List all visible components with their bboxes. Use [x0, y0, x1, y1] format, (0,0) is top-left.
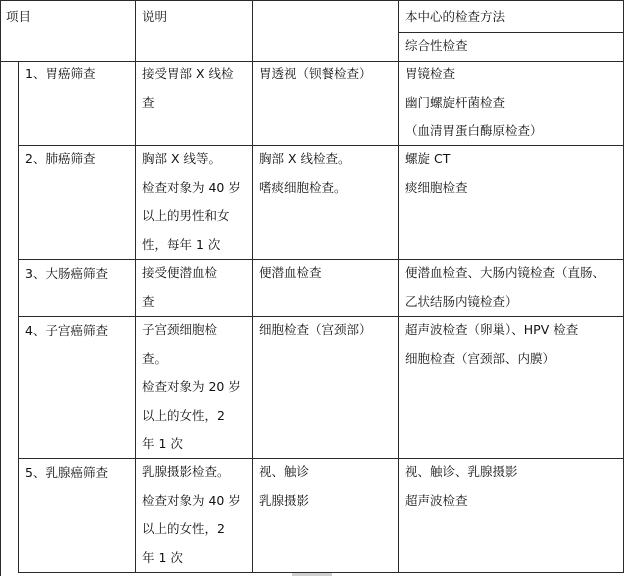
- row-1-method-line-1: 胃透视（钡餐检查）: [259, 66, 372, 81]
- row-5-desc-line-1: 乳腺摄影检查。: [142, 464, 230, 479]
- row-1-center-line-2: 幽门螺旋杆菌检查: [405, 94, 506, 110]
- row-5-method-line-2: 乳腺摄影: [259, 492, 310, 508]
- row-divider-4: [18, 458, 623, 459]
- row-3-desc-line-2: 查: [142, 293, 155, 309]
- col-divider-center: [398, 0, 399, 573]
- row-3-center-line-2: 乙状结肠内镜检查）: [405, 293, 518, 309]
- row-5-center-line-1: 视、触诊、乳腺摄影: [405, 464, 518, 479]
- row-3-item: 3、大肠癌筛查: [25, 266, 108, 281]
- row-5-desc-line-3: 以上的女性，2: [142, 521, 225, 536]
- row-4-method-line-1: 细胞检查（宫颈部）: [259, 322, 372, 337]
- row-1-center-line-3: （血清胃蛋白酶原检查）: [405, 123, 543, 138]
- row-4-desc-line-5: 年 1 次: [142, 436, 183, 451]
- row-2-item: 2、肺癌筛查: [25, 151, 96, 166]
- row-3-desc-line-1: 接受便潜血检: [142, 265, 218, 280]
- header-center-method: 本中心的检查方法: [405, 9, 506, 24]
- row-2-center-line-1: 螺旋 CT: [405, 151, 451, 166]
- row-4-description: [142, 316, 241, 459]
- row-1-item: 1、胃癌筛查: [25, 66, 96, 81]
- col-divider-method: [252, 0, 253, 573]
- row-2-desc-line-4: 性，每年 1 次: [142, 236, 221, 252]
- row-2-method-line-1: 胸部 X 线检查。: [259, 151, 351, 166]
- row-5-center: [405, 458, 518, 515]
- row-2-center-line-2: 痰细胞检查: [405, 179, 468, 195]
- row-5-desc-line-2: 检查对象为 40 岁: [142, 492, 241, 508]
- row-4-method: [259, 316, 372, 345]
- table-border-left: [0, 0, 1, 576]
- header-item: 项目: [6, 9, 32, 24]
- row-3-description: [142, 259, 217, 316]
- row-4-desc-line-4: 以上的女性，2: [142, 407, 225, 423]
- row-1-center: [405, 60, 543, 146]
- row-5-desc-line-4: 年 1 次: [142, 549, 183, 565]
- row-4-item: 4、子宫癌筛查: [25, 323, 108, 338]
- row-1-center-line-1: 胃镜检查: [405, 66, 456, 81]
- header-divider-method: [398, 32, 623, 33]
- row-4-center-line-2: 细胞检查（宫颈部、内膜）: [405, 350, 556, 366]
- row-3-method-line-1: 便潜血检查: [259, 265, 322, 280]
- row-5-method: [259, 458, 309, 515]
- row-2-method: [259, 145, 351, 202]
- row-2-method-line-2: 嗜痰细胞检查。: [259, 179, 347, 195]
- row-1-method: [259, 60, 372, 89]
- row-3-center: [405, 259, 605, 316]
- header-comprehensive-check: 综合性检查: [405, 38, 468, 53]
- col-divider-desc: [135, 0, 136, 573]
- row-1-desc-line-2: 查: [142, 94, 155, 110]
- row-4-desc-line-2: 查。: [142, 350, 168, 366]
- row-5-description: [142, 458, 241, 572]
- row-1-desc-line-1: 接受胃部 X 线检: [142, 66, 234, 81]
- row-5-method-line-1: 视、触诊: [259, 464, 310, 479]
- row-2-desc-line-1: 胸部 X 线等。: [142, 151, 222, 166]
- inner-left-border: [18, 61, 19, 573]
- row-4-desc-line-1: 子宫颈细胞检: [142, 322, 218, 337]
- header-description: 说明: [142, 9, 168, 24]
- row-4-desc-line-3: 检查对象为 20 岁: [142, 379, 241, 394]
- row-2-desc-line-2: 检查对象为 40 岁: [142, 179, 241, 195]
- table-border-top: [0, 0, 623, 1]
- row-4-center: [405, 316, 578, 373]
- row-5-item: 5、乳腺癌筛查: [25, 465, 108, 480]
- row-2-description: [142, 145, 241, 259]
- row-2-center: [405, 145, 468, 202]
- row-1-description: [142, 60, 234, 117]
- row-4-center-line-1: 超声波检查（卵巢）、HPV 检查: [405, 322, 579, 337]
- row-3-method: [259, 259, 322, 288]
- row-3-center-line-1: 便潜血检查、大肠内镜检查（直肠、: [405, 265, 606, 280]
- row-5-center-line-2: 超声波检查: [405, 492, 468, 508]
- row-2-desc-line-3: 以上的男性和女: [142, 208, 230, 223]
